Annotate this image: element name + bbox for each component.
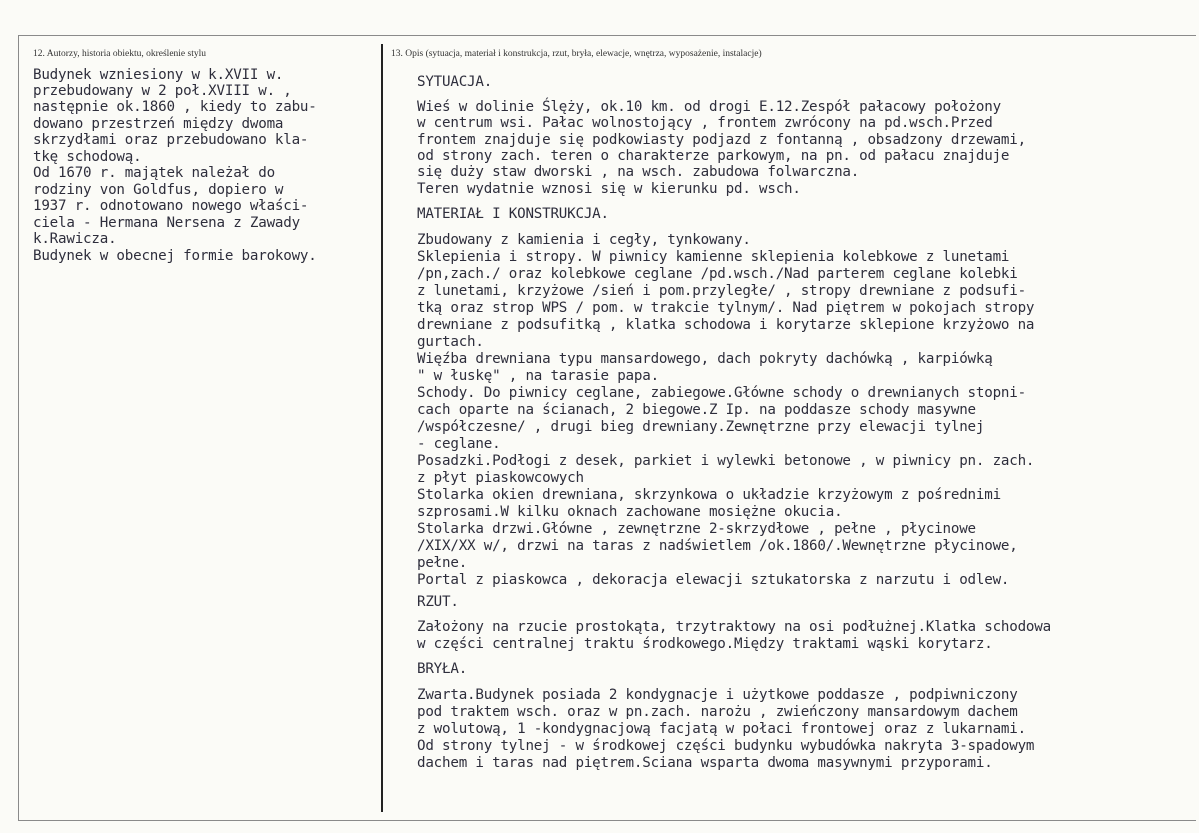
history-line: Budynek w obecnej formie barokowy. (33, 248, 317, 264)
description-line: od strony zach. teren o charakterze parkowym, na pn. od pałacu znajduje (417, 148, 1010, 164)
section-13-header: 13. Opis (sytuacja, materiał i konstrukcja, rzut, bryła, elewacje, wnętrza, wyposażenie, instalacje) (391, 49, 762, 59)
section-12-header: 12. Autorzy, historia obiektu, określenie stylu (33, 49, 206, 59)
description-line: - ceglane. (417, 436, 501, 452)
history-line: tkę schodową. (33, 149, 142, 165)
description-line: Zwarta.Budynek posiada 2 kondygnacje i użytkowe poddasze , podpiwniczony (417, 687, 1018, 703)
card-top-border (18, 35, 1196, 36)
history-line: następnie ok.1860 , kiedy to zabu- (33, 99, 317, 115)
history-line: skrzydłami oraz przebudowano kla- (33, 132, 309, 148)
card-bottom-border (18, 820, 1196, 821)
description-line: Założony na rzucie prostokąta, trzytraktowy na osi podłużnej.Klatka schodowa (417, 619, 1051, 635)
description-line: " w łuskę" , na tarasie papa. (417, 368, 659, 384)
description-line: Zbudowany z kamienia i cegły, tynkowany. (417, 232, 751, 248)
description-line: frontem znajduje się podkowiasty podjazd z fontanną , obsadzony drzewami, (417, 132, 1026, 148)
heading-bryla: BRYŁA. (417, 661, 468, 677)
description-line: z płyt piaskowcowych (417, 470, 584, 486)
heading-rzut: RZUT. (417, 594, 459, 610)
description-line: Teren wydatnie wznosi się w kierunku pd. wsch. (417, 181, 801, 197)
history-line: Budynek wzniesiony w k.XVII w. (33, 67, 284, 83)
description-line: Stolarka drzwi.Główne , zewnętrzne 2-skrzydłowe , pełne , płycinowe (417, 521, 976, 537)
history-line: ciela - Hermana Nersena z Zawady (33, 215, 300, 231)
description-line: w centrum wsi. Pałac wolnostojący , frontem zwrócony na pd.wsch.Przed (417, 115, 993, 131)
heading-sytuacja: SYTUACJA. (417, 74, 493, 90)
description-line: Wieś w dolinie Ślęży, ok.10 km. od drogi E.12.Zespół pałacowy położony (417, 99, 1001, 115)
description-line: z lunetami, krzyżowe /sień i pom.przyległe/ , stropy drewniane z podsufi- (417, 283, 1026, 299)
description-line: drewniane z podsufitką , klatka schodowa i korytarze sklepione krzyżowo na (417, 317, 1035, 333)
column-divider (381, 44, 383, 812)
history-line: 1937 r. odnotowano nowego właści- (33, 198, 309, 214)
description-line: Schody. Do piwnicy ceglane, zabiegowe.Główne schody o drewnianych stopni- (417, 385, 1026, 401)
history-line: Od 1670 r. majątek należał do (33, 165, 275, 181)
description-line: /współczesne/ , drugi bieg drewniany.Zewnętrzne przy elewacji tylnej (417, 419, 985, 435)
history-line: dowano przestrzeń między dwoma (33, 116, 284, 132)
description-line: Stolarka okien drewniana, skrzynkowa o układzie krzyżowym z pośrednimi (417, 487, 1001, 503)
description-line: gurtach. (417, 334, 484, 350)
description-line: dachem i taras nad piętrem.Sciana wsparta dwoma masywnymi przyporami. (417, 755, 993, 771)
history-line: rodziny von Goldfus, dopiero w (33, 182, 284, 198)
history-line: k.Rawicza. (33, 231, 117, 247)
description-line: z wolutową, 1 -kondygnacjową facjatą w połaci frontowej oraz z lukarnami. (417, 721, 1026, 737)
description-line: Portal z piaskowca , dekoracja elewacji sztukatorska z narzutu i odlew. (417, 572, 1010, 588)
description-line: Posadzki.Podłogi z desek, parkiet i wylewki betonowe , w piwnicy pn. zach. (417, 453, 1035, 469)
description-line: Od strony tylnej - w środkowej części budynku wybudówka nakryta 3-spadowym (417, 738, 1035, 754)
description-line: Więźba drewniana typu mansardowego, dach pokryty dachówką , karpiówką (417, 351, 993, 367)
description-line: szprosami.W kilku oknach zachowane mosiężne okucia. (417, 504, 843, 520)
description-line: /XIX/XX w/, drzwi na taras z nadświetlem /ok.1860/.Wewnętrzne płycinowe, (417, 538, 1018, 554)
description-line: cach oparte na ścianach, 2 biegowe.Z Ip. na poddasze schody masywne (417, 402, 976, 418)
heading-material: MATERIAŁ I KONSTRUKCJA. (417, 206, 609, 222)
description-line: Sklepienia i stropy. W piwnicy kamienne sklepienia kolebkowe z lunetami (417, 249, 1010, 265)
history-line: przebudowany w 2 poł.XVIII w. , (33, 83, 292, 99)
description-line: w części centralnej traktu środkowego.Między traktami wąski korytarz. (417, 636, 993, 652)
description-line: pod traktem wsch. oraz w pn.zach. narożu , zwieńczony mansardowym dachem (417, 704, 1018, 720)
description-line: /pn,zach./ oraz kolebkowe ceglane /pd.wsch./Nad parterem ceglane kolebki (417, 266, 1018, 282)
description-line: tką oraz strop WPS / pom. w trakcie tylnym/. Nad piętrem w pokojach stropy (417, 300, 1035, 316)
description-line: się duży staw dworski , na wsch. zabudowa folwarczna. (417, 164, 860, 180)
description-line: pełne. (417, 555, 468, 571)
card-left-border (18, 35, 19, 820)
